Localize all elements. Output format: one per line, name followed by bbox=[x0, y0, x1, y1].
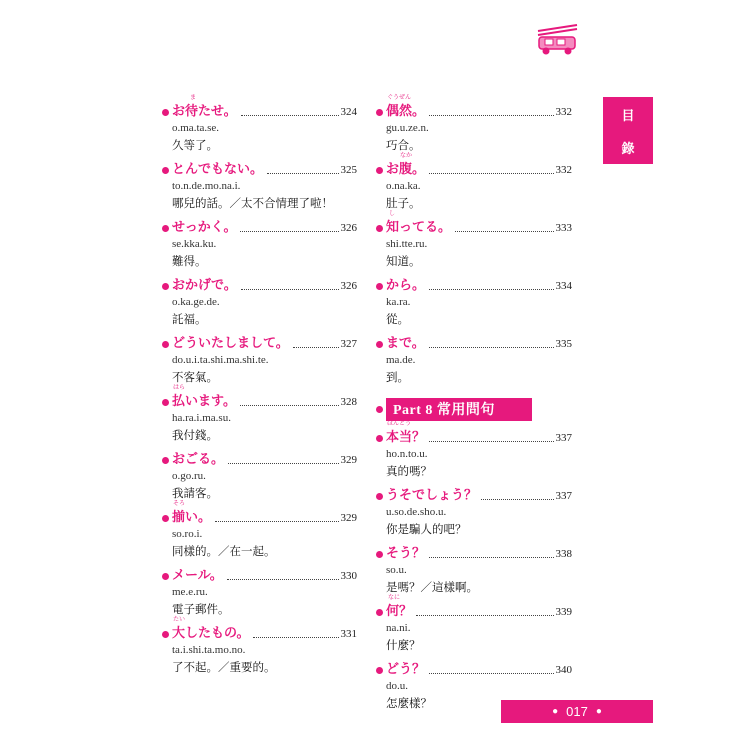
entry-page-number: 340 bbox=[555, 664, 572, 676]
entry-romaji: so.u. bbox=[386, 564, 407, 576]
entry-romaji: do.u. bbox=[386, 680, 408, 692]
toc-entry[interactable] bbox=[162, 276, 357, 334]
bullet-icon bbox=[376, 435, 383, 442]
bullet-icon bbox=[376, 493, 383, 500]
toc-entry[interactable] bbox=[162, 384, 357, 450]
entry-page-number: 338 bbox=[555, 548, 572, 560]
dot-leader bbox=[228, 463, 338, 464]
entry-romaji: gu.u.ze.n. bbox=[386, 122, 429, 134]
entry-page-number: 337 bbox=[555, 490, 572, 502]
entry-meaning: 我請客。 bbox=[172, 486, 218, 500]
bullet-icon bbox=[162, 399, 169, 406]
entry-japanese: 払います。 bbox=[172, 394, 236, 409]
tab-char-2: 錄 bbox=[621, 141, 635, 157]
bullet-icon bbox=[376, 609, 383, 616]
entry-romaji: ho.n.to.u. bbox=[386, 448, 428, 460]
dot-leader bbox=[429, 173, 553, 174]
entry-japanese: うそでしょう？ bbox=[386, 488, 478, 503]
entry-meaning: 真的嗎？ bbox=[386, 464, 432, 478]
bullet-icon bbox=[376, 667, 383, 674]
toc-entry[interactable] bbox=[162, 94, 357, 160]
left-column bbox=[162, 94, 357, 682]
entry-romaji: ka.ra. bbox=[386, 296, 411, 308]
bullet-icon bbox=[162, 341, 169, 348]
toc-entry[interactable] bbox=[162, 218, 357, 276]
entry-page-number: 332 bbox=[555, 106, 572, 118]
entry-page-number: 334 bbox=[555, 280, 572, 292]
entry-japanese: メール。 bbox=[172, 568, 223, 583]
entry-japanese: 揃い。 bbox=[172, 510, 212, 525]
entry-japanese: せっかく。 bbox=[172, 220, 237, 235]
entry-ruby: なに bbox=[388, 594, 401, 601]
dot-leader bbox=[227, 579, 339, 580]
entry-meaning: 什麼？ bbox=[386, 638, 421, 652]
entry-page-number: 325 bbox=[340, 164, 357, 176]
toc-entry[interactable] bbox=[376, 594, 572, 660]
dot-leader bbox=[240, 231, 338, 232]
entry-page-number: 324 bbox=[340, 106, 357, 118]
vehicle-logo-icon bbox=[535, 24, 581, 56]
toc-entry[interactable] bbox=[376, 420, 572, 486]
dot-leader bbox=[241, 115, 339, 116]
bullet-icon bbox=[376, 406, 383, 413]
bullet-icon bbox=[162, 631, 169, 638]
toc-entry[interactable] bbox=[162, 566, 357, 624]
entry-romaji: do.u.i.ta.shi.ma.shi.te. bbox=[172, 354, 269, 366]
dot-leader bbox=[267, 173, 338, 174]
bullet-icon bbox=[162, 167, 169, 174]
entry-ruby: ほんとう bbox=[387, 420, 412, 427]
toc-entry[interactable] bbox=[376, 152, 572, 218]
entry-page-number: 333 bbox=[555, 222, 572, 234]
entry-romaji: o.ka.ge.de. bbox=[172, 296, 220, 308]
entry-ruby: ぐうぜん bbox=[387, 94, 412, 101]
entry-page-number: 331 bbox=[340, 628, 357, 640]
entry-meaning: 哪兒的話。／太不合情理了啦！ bbox=[172, 196, 333, 210]
entry-ruby: そろ bbox=[173, 500, 186, 507]
entry-ruby: し bbox=[389, 210, 396, 217]
bullet-icon bbox=[376, 551, 383, 558]
footer-dot-icon: ● bbox=[552, 706, 559, 717]
dot-leader bbox=[416, 615, 553, 616]
entry-romaji: u.so.de.sho.u. bbox=[386, 506, 447, 518]
bullet-icon bbox=[376, 225, 383, 232]
entry-page-number: 328 bbox=[340, 396, 357, 408]
entry-meaning: 怎麼樣？ bbox=[386, 696, 432, 710]
entry-ruby: はら bbox=[173, 384, 186, 391]
entry-japanese: お腹。 bbox=[386, 162, 426, 177]
dot-leader bbox=[429, 289, 553, 290]
entry-page-number: 332 bbox=[555, 164, 572, 176]
entry-japanese: おごる。 bbox=[172, 452, 225, 467]
entry-romaji: o.go.ru. bbox=[172, 470, 206, 482]
entry-romaji: ma.de. bbox=[386, 354, 416, 366]
entry-ruby: なか bbox=[400, 152, 413, 159]
entry-page-number: 337 bbox=[555, 432, 572, 444]
entry-japanese: から。 bbox=[386, 278, 426, 293]
entry-page-number: 326 bbox=[340, 222, 357, 234]
entry-meaning: 到。 bbox=[386, 370, 409, 384]
entry-meaning: 不客氣。 bbox=[172, 370, 218, 384]
entry-japanese: お待たせ。 bbox=[172, 104, 237, 119]
entry-romaji: ha.ra.i.ma.su. bbox=[172, 412, 231, 424]
entry-japanese: どういたしまして。 bbox=[172, 336, 289, 351]
entry-ruby: ま bbox=[190, 94, 197, 101]
entry-page-number: 335 bbox=[555, 338, 572, 350]
entry-page-number: 329 bbox=[340, 512, 357, 524]
table-of-contents-tab[interactable] bbox=[603, 97, 653, 164]
entry-page-number: 329 bbox=[340, 454, 357, 466]
entry-meaning: 我付錢。 bbox=[172, 428, 218, 442]
entry-ruby: たい bbox=[173, 616, 186, 623]
bullet-icon bbox=[376, 341, 383, 348]
entry-romaji: so.ro.i. bbox=[172, 528, 203, 540]
toc-entry[interactable] bbox=[376, 544, 572, 602]
toc-entry[interactable] bbox=[162, 450, 357, 508]
entry-japanese: まで。 bbox=[386, 336, 425, 351]
toc-entry[interactable] bbox=[162, 500, 357, 566]
entry-meaning: 巧合。 bbox=[386, 138, 421, 152]
entry-meaning: 同樣的。／在一起。 bbox=[172, 544, 276, 558]
page-number-footer bbox=[501, 700, 653, 723]
entry-meaning: 知道。 bbox=[386, 254, 421, 268]
entry-romaji: me.e.ru. bbox=[172, 586, 208, 598]
footer-dot-icon: ● bbox=[595, 706, 602, 717]
dot-leader bbox=[240, 405, 339, 406]
dot-leader bbox=[293, 347, 339, 348]
bullet-icon bbox=[162, 457, 169, 464]
toc-entry[interactable] bbox=[376, 334, 572, 392]
dot-leader bbox=[215, 521, 338, 522]
entry-page-number: 330 bbox=[340, 570, 357, 582]
entry-romaji: ta.i.shi.ta.mo.no. bbox=[172, 644, 246, 656]
dot-leader bbox=[429, 441, 553, 442]
entry-meaning: 難得。 bbox=[172, 254, 207, 268]
entry-romaji: se.kka.ku. bbox=[172, 238, 217, 250]
dot-leader bbox=[481, 499, 553, 500]
entry-japanese: 何？ bbox=[386, 604, 413, 619]
entry-page-number: 327 bbox=[340, 338, 357, 350]
toc-entry[interactable] bbox=[162, 616, 357, 682]
entry-meaning: 久等了。 bbox=[172, 138, 218, 152]
toc-entry[interactable] bbox=[376, 486, 572, 544]
dot-leader bbox=[429, 347, 554, 348]
toc-entry[interactable] bbox=[376, 276, 572, 334]
bullet-icon bbox=[376, 109, 383, 116]
entry-meaning: 你是騙人的吧？ bbox=[386, 522, 467, 536]
entry-romaji: shi.tte.ru. bbox=[386, 238, 428, 250]
dot-leader bbox=[241, 289, 339, 290]
toc-entry[interactable] bbox=[376, 210, 572, 276]
entry-meaning: 肚子。 bbox=[386, 196, 421, 210]
tab-char-1: 目 bbox=[621, 108, 635, 124]
dot-leader bbox=[429, 115, 553, 116]
right-column bbox=[376, 94, 572, 718]
entry-japanese: おかげで。 bbox=[172, 278, 237, 293]
entry-japanese: とんでもない。 bbox=[172, 162, 264, 177]
bullet-icon bbox=[376, 283, 383, 290]
entry-romaji: to.n.de.mo.na.i. bbox=[172, 180, 241, 192]
toc-entry[interactable] bbox=[162, 334, 357, 392]
entry-japanese: どう？ bbox=[386, 662, 426, 677]
entry-meaning: 託福。 bbox=[172, 312, 207, 326]
bullet-icon bbox=[376, 167, 383, 174]
toc-entry[interactable] bbox=[162, 160, 357, 218]
entry-japanese: そう？ bbox=[386, 546, 426, 561]
part-title: Part 8 常用問句 bbox=[386, 398, 532, 421]
dot-leader bbox=[429, 557, 553, 558]
entry-meaning: 從。 bbox=[386, 312, 409, 326]
dot-leader bbox=[253, 637, 338, 638]
bullet-icon bbox=[162, 283, 169, 290]
entry-meaning: 了不起。／重要的。 bbox=[172, 660, 276, 674]
dot-leader bbox=[455, 231, 553, 232]
bullet-icon bbox=[162, 109, 169, 116]
entry-page-number: 339 bbox=[555, 606, 572, 618]
entry-meaning: 電子郵件。 bbox=[172, 602, 230, 616]
bullet-icon bbox=[162, 515, 169, 522]
bullet-icon bbox=[162, 573, 169, 580]
entry-romaji: o.ma.ta.se. bbox=[172, 122, 220, 134]
dot-leader bbox=[429, 673, 553, 674]
page-number: 017 bbox=[566, 704, 588, 719]
bullet-icon bbox=[162, 225, 169, 232]
entry-meaning: 是嗎？／這樣啊。 bbox=[386, 580, 478, 594]
entry-page-number: 326 bbox=[340, 280, 357, 292]
entry-romaji: na.ni. bbox=[386, 622, 411, 634]
entry-romaji: o.na.ka. bbox=[386, 180, 421, 192]
entry-japanese: 知ってる。 bbox=[386, 220, 452, 235]
entry-japanese: 大したもの。 bbox=[172, 626, 250, 641]
entry-japanese: 本当？ bbox=[386, 430, 426, 445]
entry-japanese: 偶然。 bbox=[386, 104, 426, 119]
